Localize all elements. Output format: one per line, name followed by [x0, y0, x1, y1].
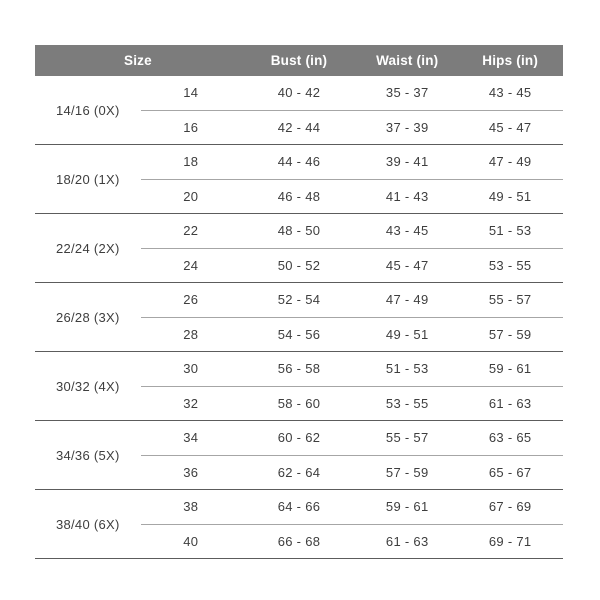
waist-cell: 55 - 57	[357, 421, 457, 456]
size-chart-table	[35, 45, 563, 559]
size-cell: 36	[141, 455, 241, 490]
bust-cell: 52 - 54	[241, 283, 357, 318]
table-row	[35, 490, 563, 525]
size-cell: 30	[141, 352, 241, 387]
waist-cell: 51 - 53	[357, 352, 457, 387]
bust-cell: 60 - 62	[241, 421, 357, 456]
hips-cell: 49 - 51	[457, 179, 563, 214]
bust-cell: 46 - 48	[241, 179, 357, 214]
bust-cell: 40 - 42	[241, 76, 357, 110]
size-cell: 22	[141, 214, 241, 249]
hips-cell: 63 - 65	[457, 421, 563, 456]
size-cell: 40	[141, 524, 241, 559]
waist-cell: 39 - 41	[357, 145, 457, 180]
waist-cell: 41 - 43	[357, 179, 457, 214]
hips-cell: 59 - 61	[457, 352, 563, 387]
waist-cell: 61 - 63	[357, 524, 457, 559]
header-waist: Waist (in)	[357, 45, 457, 76]
bust-cell: 56 - 58	[241, 352, 357, 387]
bust-cell: 62 - 64	[241, 455, 357, 490]
bust-cell: 58 - 60	[241, 386, 357, 421]
size-cell: 26	[141, 283, 241, 318]
group-label-cell: 14/16 (0X)	[35, 76, 141, 145]
bust-cell: 64 - 66	[241, 490, 357, 525]
table-row	[35, 76, 563, 110]
size-cell: 16	[141, 110, 241, 145]
hips-cell: 53 - 55	[457, 248, 563, 283]
group-label-cell: 38/40 (6X)	[35, 490, 141, 559]
bust-cell: 44 - 46	[241, 145, 357, 180]
waist-cell: 59 - 61	[357, 490, 457, 525]
header-bust: Bust (in)	[241, 45, 357, 76]
header-size: Size	[35, 45, 241, 76]
table-row	[35, 214, 563, 249]
bust-cell: 42 - 44	[241, 110, 357, 145]
group-label-cell: 34/36 (5X)	[35, 421, 141, 490]
waist-cell: 49 - 51	[357, 317, 457, 352]
waist-cell: 37 - 39	[357, 110, 457, 145]
hips-cell: 57 - 59	[457, 317, 563, 352]
table-row	[35, 283, 563, 318]
size-cell: 38	[141, 490, 241, 525]
hips-cell: 67 - 69	[457, 490, 563, 525]
size-cell: 18	[141, 145, 241, 180]
group-label-cell: 18/20 (1X)	[35, 145, 141, 214]
size-chart-header	[35, 45, 563, 76]
waist-cell: 43 - 45	[357, 214, 457, 249]
header-hips: Hips (in)	[457, 45, 563, 76]
table-row	[35, 352, 563, 387]
hips-cell: 45 - 47	[457, 110, 563, 145]
size-cell: 14	[141, 76, 241, 110]
hips-cell: 47 - 49	[457, 145, 563, 180]
group-label-cell: 26/28 (3X)	[35, 283, 141, 352]
bust-cell: 48 - 50	[241, 214, 357, 249]
size-cell: 24	[141, 248, 241, 283]
table-row	[35, 421, 563, 456]
size-cell: 32	[141, 386, 241, 421]
waist-cell: 53 - 55	[357, 386, 457, 421]
hips-cell: 43 - 45	[457, 76, 563, 110]
group-label-cell: 30/32 (4X)	[35, 352, 141, 421]
bust-cell: 66 - 68	[241, 524, 357, 559]
table-row	[35, 145, 563, 180]
waist-cell: 57 - 59	[357, 455, 457, 490]
hips-cell: 55 - 57	[457, 283, 563, 318]
hips-cell: 65 - 67	[457, 455, 563, 490]
size-cell: 28	[141, 317, 241, 352]
size-cell: 34	[141, 421, 241, 456]
group-label-cell: 22/24 (2X)	[35, 214, 141, 283]
hips-cell: 69 - 71	[457, 524, 563, 559]
bust-cell: 50 - 52	[241, 248, 357, 283]
waist-cell: 45 - 47	[357, 248, 457, 283]
waist-cell: 35 - 37	[357, 76, 457, 110]
size-cell: 20	[141, 179, 241, 214]
hips-cell: 61 - 63	[457, 386, 563, 421]
bust-cell: 54 - 56	[241, 317, 357, 352]
waist-cell: 47 - 49	[357, 283, 457, 318]
hips-cell: 51 - 53	[457, 214, 563, 249]
